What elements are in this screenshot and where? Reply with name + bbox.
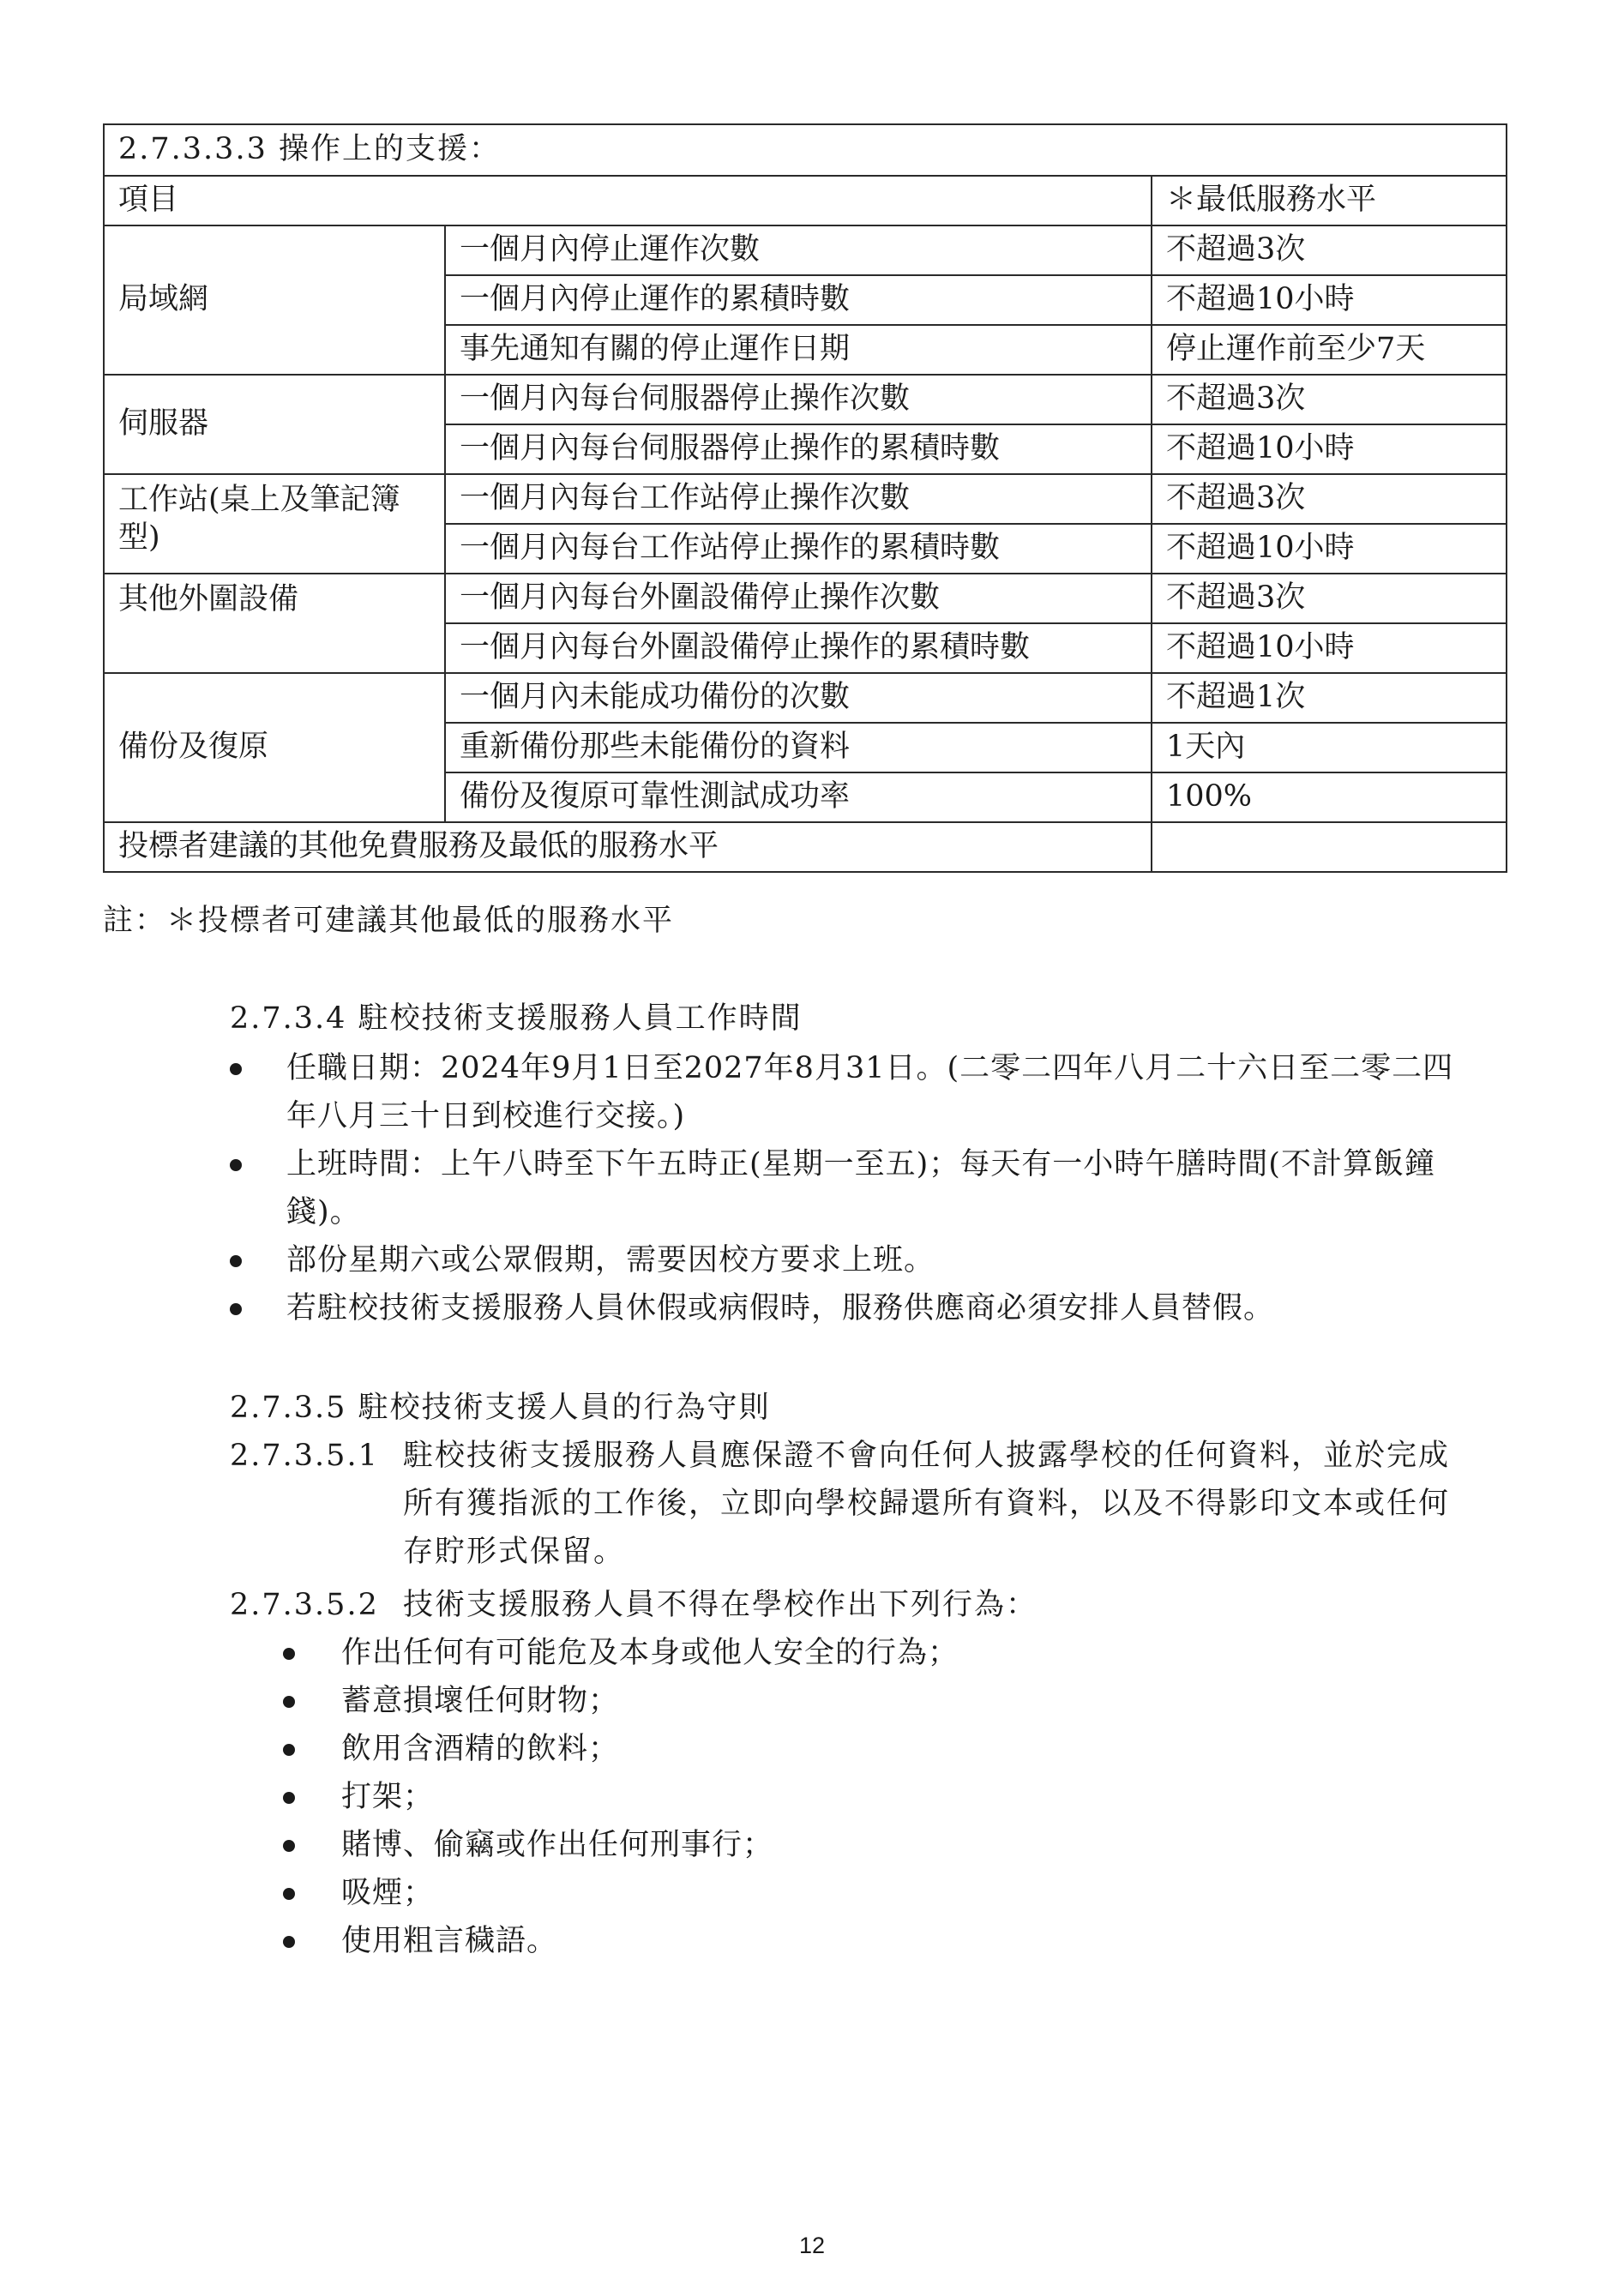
section-2734-heading: 2.7.3.4 駐校技術支援服務人員工作時間 [230,1001,803,1036]
bullet-text: 吸煙； [341,1876,435,1910]
bullet-icon [283,1840,295,1852]
bullet-icon [230,1159,242,1171]
footer-other-services: 投標者建議的其他免費服務及最低的服務水平 [104,822,1152,872]
item-cell: 一個月內每台伺服器停止操作次數 [445,375,1152,424]
list-item [283,1869,1466,1917]
table-title: 2.7.3.3.3 操作上的支援： [104,124,1507,176]
level-cell: 不超過10小時 [1152,275,1507,325]
bullet-icon [283,1744,295,1756]
list-item [230,1140,1465,1236]
operation-support-table [103,123,1507,873]
bullet-text: 作出任何有可能危及本身或他人安全的行為； [341,1636,959,1670]
section-2735-bullets [283,1629,1466,1965]
bullet-icon [230,1255,242,1267]
list-item [283,1773,1466,1821]
table-row [104,574,1507,623]
level-cell: 停止運作前至少7天 [1152,325,1507,375]
list-item [283,1629,1466,1677]
bullet-icon [283,1648,295,1660]
bullet-icon [283,1936,295,1948]
table-title-row [104,124,1507,176]
level-cell: 不超過3次 [1152,225,1507,275]
list-item [283,1917,1466,1965]
category-lan: 局域網 [104,225,445,375]
level-cell: 不超過10小時 [1152,424,1507,474]
table-row [104,225,1507,275]
page-number: 12 [798,2233,826,2258]
bullet-text: 飲用含酒精的飲料； [341,1732,620,1766]
table-row [104,474,1507,524]
category-peripherals: 其他外圍設備 [104,574,445,673]
category-backup: 備份及復原 [104,673,445,822]
list-item [283,1821,1466,1869]
table-footer-row [104,822,1507,872]
level-cell: 1天內 [1152,723,1507,772]
clause-2-7-3-5-1-text: 駐校技術支援服務人員應保證不會向任何人披露學校的任何資料，並於完成所有獲指派的工作後，立即向學校歸還所有資料，以及不得影印文本或任何存貯形式保留。 [403,1439,1451,1569]
clause-2-7-3-5-2-text: 技術支援服務人員不得在學校作出下列行為： [403,1588,1038,1622]
bullet-icon [283,1792,295,1804]
section-2735-heading: 2.7.3.5 駐校技術支援人員的行為守則 [230,1391,771,1425]
table-row [104,673,1507,723]
bullet-text: 部份星期六或公眾假期，需要因校方要求上班。 [286,1243,935,1277]
item-cell: 一個月內每台伺服器停止操作的累積時數 [445,424,1152,474]
list-item [283,1725,1466,1773]
item-cell: 一個月內停止運作的累積時數 [445,275,1152,325]
bullet-text: 打架； [341,1780,435,1814]
level-cell: 不超過3次 [1152,574,1507,623]
list-item [230,1044,1465,1140]
clause-2-7-3-5-2-number: 2.7.3.5.2 [230,1588,379,1622]
bullet-icon [230,1063,242,1075]
level-cell: 不超過10小時 [1152,623,1507,673]
bullet-text: 蓄意損壞任何財物； [341,1684,620,1718]
item-cell: 一個月內每台工作站停止操作的累積時數 [445,524,1152,574]
item-cell: 備份及復原可靠性測試成功率 [445,772,1152,822]
bullet-text: 使用粗言穢語。 [341,1924,558,1958]
item-cell: 一個月內每台外圍設備停止操作的累積時數 [445,623,1152,673]
bullet-text: 賭博、偷竊或作出任何刑事行； [341,1828,774,1862]
footer-level-empty [1152,822,1507,872]
item-cell: 重新備份那些未能備份的資料 [445,723,1152,772]
table-note: 註：＊投標者可建議其他最低的服務水平 [103,904,675,938]
level-cell: 不超過1次 [1152,673,1507,723]
list-item [230,1236,1465,1284]
item-cell: 一個月內每台外圍設備停止操作次數 [445,574,1152,623]
table-header-row [104,176,1507,225]
item-cell: 一個月內停止運作次數 [445,225,1152,275]
header-min-service-level: ＊最低服務水平 [1152,176,1507,225]
bullet-icon [283,1696,295,1708]
bullet-icon [283,1888,295,1900]
header-item: 項目 [104,176,1152,225]
category-workstation: 工作站(桌上及筆記簿型) [104,474,445,574]
bullet-text: 任職日期：2024年9月1日至2027年8月31日。(二零二四年八月二十六日至二零二四年八月三十日到校進行交接。) [286,1051,1454,1133]
item-cell: 一個月內每台工作站停止操作次數 [445,474,1152,524]
level-cell: 100% [1152,772,1507,822]
clause-2-7-3-5-1-number: 2.7.3.5.1 [230,1439,379,1473]
level-cell: 不超過3次 [1152,474,1507,524]
category-server: 伺服器 [104,375,445,474]
level-cell: 不超過10小時 [1152,524,1507,574]
item-cell: 事先通知有關的停止運作日期 [445,325,1152,375]
list-item [230,1284,1465,1332]
section-2734-bullets [230,1044,1465,1332]
list-item [283,1677,1466,1725]
item-cell: 一個月內未能成功備份的次數 [445,673,1152,723]
level-cell: 不超過3次 [1152,375,1507,424]
bullet-text: 若駐校技術支援服務人員休假或病假時，服務供應商必須安排人員替假。 [286,1291,1275,1325]
table-row [104,375,1507,424]
bullet-text: 上班時間：上午八時至下午五時正(星期一至五)；每天有一小時午膳時間(不計算飯鐘錢)。 [286,1147,1435,1229]
bullet-icon [230,1303,242,1315]
